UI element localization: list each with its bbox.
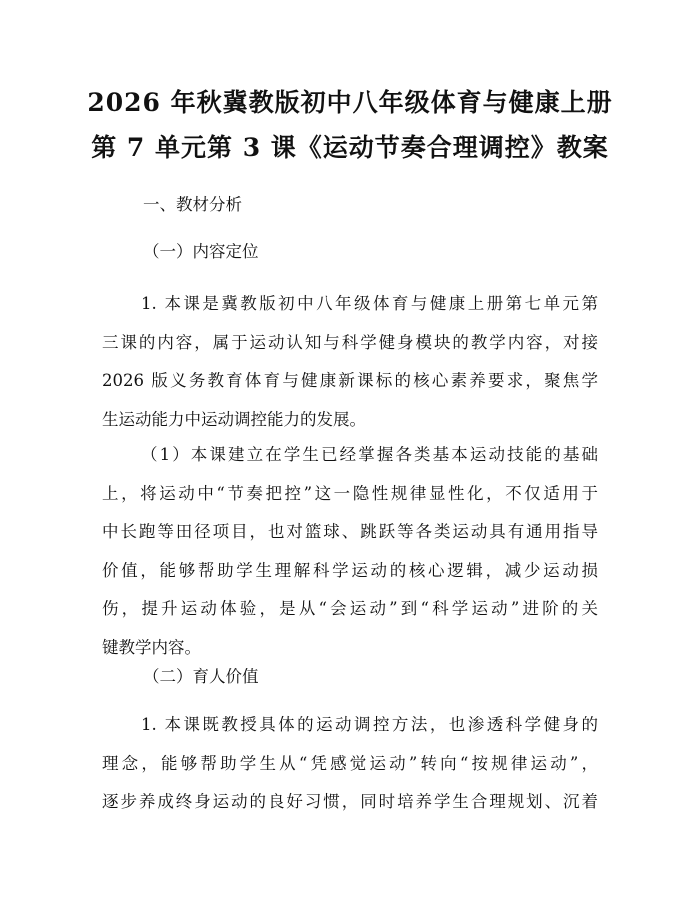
- paragraph-line: 逐步养成终身运动的良好习惯，同时培养学生合理规划、沉着: [102, 792, 598, 811]
- paragraph-line: 上，将运动中“节奏把控”这一隐性规律显性化，不仅适用于: [102, 483, 598, 503]
- subsection-heading-educational-value: （二）育人价值: [143, 667, 259, 686]
- paragraph-line: 生运动能力中运动调控能力的发展。: [102, 409, 366, 429]
- paragraph-line: 三课的内容，属于运动认知与科学健身模块的教学内容，对接: [102, 332, 598, 352]
- paragraph-line: 中长跑等田径项目，也对篮球、跳跃等各类运动具有通用指导: [102, 522, 598, 541]
- paragraph-line: 键教学内容。: [102, 637, 201, 657]
- subsection-heading-content-positioning: （一）内容定位: [143, 242, 259, 261]
- paragraph-line: 伤，提升运动体验，是从“会运动”到“科学运动”进阶的关: [102, 599, 598, 618]
- paragraph-content-positioning-2: [102, 436, 598, 667]
- paragraph-line: （1）本课建立在学生已经掌握各类基本运动技能的基础: [141, 445, 598, 464]
- document-title-line-2: 第 7 单元第 3 课《运动节奏合理调控》教案: [91, 133, 609, 162]
- paragraph-line: 1. 本课是冀教版初中八年级体育与健康上册第七单元第: [141, 294, 598, 313]
- paragraph-line: 1. 本课既教授具体的运动调控方法，也渗透科学健身的: [141, 715, 598, 734]
- document-title-line-1: 2026 年秋冀教版初中八年级体育与健康上册: [87, 88, 613, 117]
- section-heading-teaching-material-analysis: 一、教材分析: [143, 195, 242, 214]
- paragraph-line: 理念，能够帮助学生从“凭感觉运动”转向“按规律运动”，: [102, 753, 598, 773]
- paragraph-line: 价值，能够帮助学生理解科学运动的核心逻辑，减少运动损: [102, 560, 598, 580]
- paragraph-educational-value-1: [102, 706, 598, 822]
- paragraph-line: 2026 版义务教育体育与健康新课标的核心素养要求，聚焦学: [102, 371, 598, 390]
- paragraph-content-positioning-1: [102, 285, 598, 439]
